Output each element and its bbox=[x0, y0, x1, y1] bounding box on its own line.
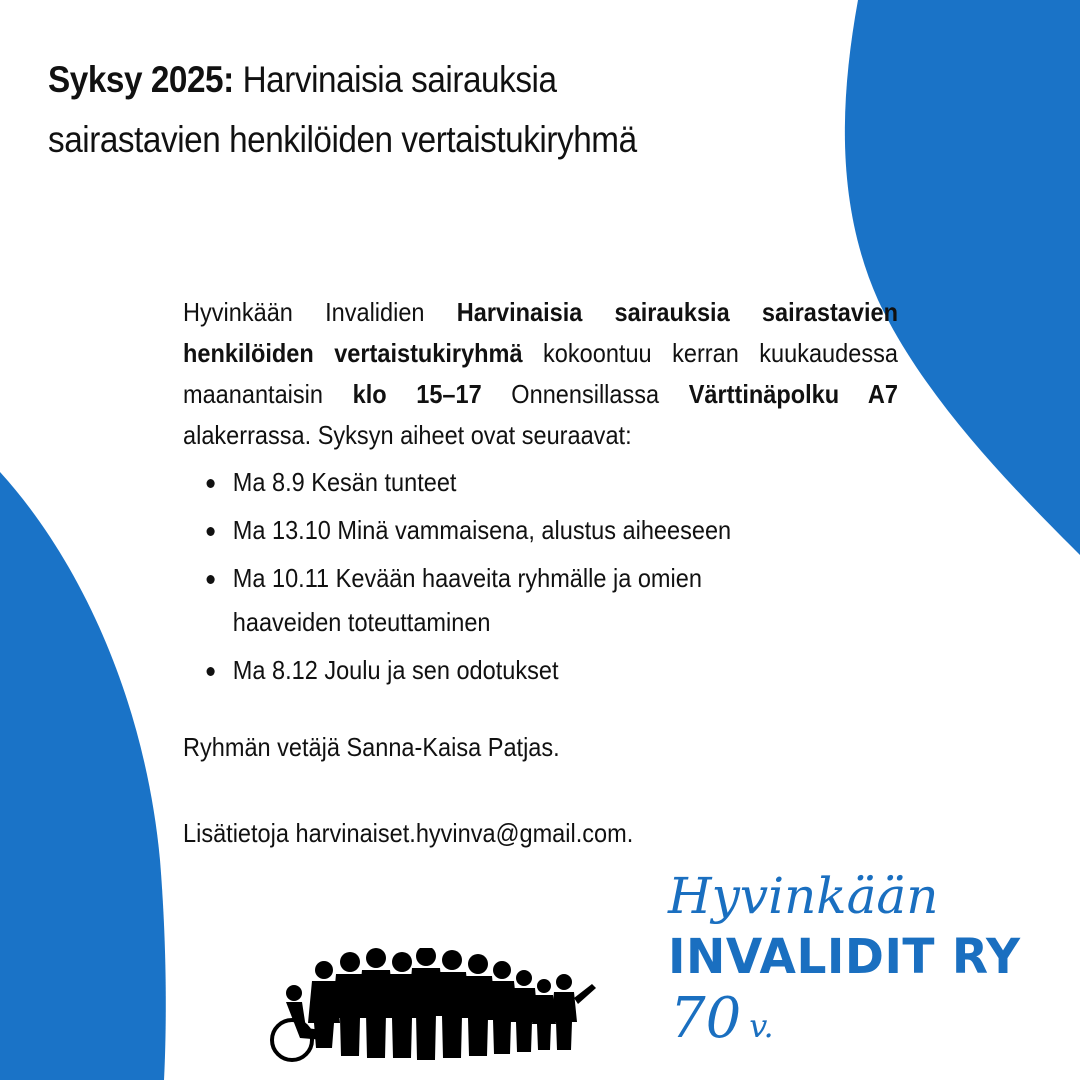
logo-anniversary bbox=[670, 988, 774, 1057]
intro-text-1: Hyvinkään Invalidien bbox=[183, 297, 425, 327]
contact-info-text: Lisätietoja harvinaiset.hyvinva@gmail.com. bbox=[183, 818, 634, 848]
intro-group-name: Harvinaisia sairauksia sairastavien henkilöiden vertaistukiryhmä bbox=[183, 297, 898, 368]
logo-anniversary-suffix: v. bbox=[749, 1007, 774, 1045]
title-line2: sairastavien henkilöiden vertaistukiryhmä bbox=[48, 119, 637, 160]
list-item: Ma 13.10 Minä vammaisena, alustus aiheeseen bbox=[233, 508, 898, 552]
title-rest-line1: Harvinaisia sairauksia bbox=[242, 59, 557, 100]
intro-text-3: Onnensillassa bbox=[511, 379, 660, 409]
list-item: Ma 8.9 Kesän tunteet bbox=[233, 460, 898, 504]
description-block bbox=[183, 292, 898, 696]
logo-text-hyvinkaan: Hyvinkään bbox=[668, 867, 939, 925]
logo-anniversary-number: 70 bbox=[670, 986, 742, 1051]
page-title bbox=[48, 50, 768, 170]
list-item: Ma 10.11 Kevään haaveita ryhmälle ja omien haaveiden toteuttaminen bbox=[233, 556, 776, 644]
list-item: Ma 8.12 Joulu ja sen odotukset bbox=[233, 648, 898, 692]
intro-time: klo 15–17 bbox=[352, 379, 482, 409]
logo-text-invalidit-ry: INVALIDIT RY bbox=[668, 929, 1021, 985]
title-bold-part: Syksy 2025: bbox=[48, 59, 234, 100]
topic-list bbox=[183, 460, 898, 692]
intro-paragraph bbox=[183, 292, 898, 456]
intro-text-4: alakerrassa. Syksyn aiheet ovat seuraavat: bbox=[183, 420, 632, 450]
intro-text-2: kokoontuu kerran kuukaudessa maanantaisin bbox=[183, 338, 898, 409]
people-silhouettes-image bbox=[262, 948, 602, 1063]
group-leader-text: Ryhmän vetäjä Sanna-Kaisa Patjas. bbox=[183, 732, 560, 762]
intro-address: Värttinäpolku A7 bbox=[688, 379, 898, 409]
bottom-left-blue-blob bbox=[0, 472, 166, 1080]
